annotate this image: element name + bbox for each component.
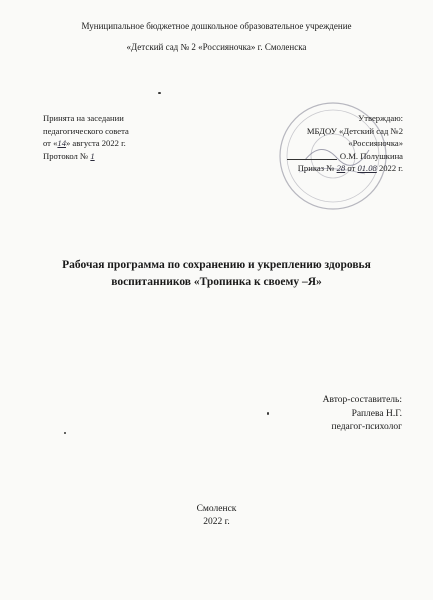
title-line1: Рабочая программа по сохранению и укреплению здоровья (62, 259, 371, 271)
approved-line1: Утверждаю: (358, 113, 403, 123)
approved-order (287, 162, 403, 175)
order-year: 2022 г. (378, 163, 403, 173)
accepted-line1: Принята на заседании (43, 113, 124, 123)
title-line2: воспитанников «Тропинка к своему –Я» (111, 276, 322, 288)
signature-line (287, 159, 337, 160)
order-number: 28 (336, 163, 346, 173)
order-label: Приказ № (297, 163, 335, 173)
author-position: педагог-психолог (331, 422, 402, 432)
protocol (43, 150, 129, 163)
footer-city: Смоленск (196, 504, 237, 514)
footer-year: 2022 г. (203, 516, 230, 527)
approved-signer: О.М. Полушкина (339, 150, 403, 161)
scan-speck (267, 412, 269, 415)
accepted-date (43, 137, 129, 150)
header (0, 16, 433, 58)
footer (0, 503, 433, 528)
approved-line2: МБДОУ «Детский сад №2 (306, 125, 403, 136)
approved-line3: «Россияночка» (348, 138, 403, 148)
date-day: 14 (57, 138, 66, 148)
accepted-block (43, 112, 129, 162)
date-suffix: » августа 2022 г. (65, 138, 126, 148)
document-title (0, 257, 433, 291)
author-block (323, 394, 402, 435)
order-from: от (347, 163, 356, 173)
date-prefix: от « (43, 138, 58, 148)
scan-speck (158, 92, 161, 94)
scan-speck (64, 432, 66, 434)
protocol-label: Протокол № (43, 150, 89, 161)
author-name: Раплева Н.Г. (351, 408, 402, 419)
kindergarten-name: «Детский сад № 2 «Россияночка» г. Смоленска (126, 42, 307, 52)
protocol-number: 1 (90, 150, 95, 161)
institution-name: Муниципальное бюджетное дошкольное образовательное учреждение (81, 21, 352, 31)
approved-block (287, 112, 403, 175)
accepted-line2: педагогического совета (43, 125, 129, 136)
order-date: 01.08 (357, 163, 377, 173)
approved-signer-line (287, 150, 403, 163)
author-label: Автор-составитель: (322, 395, 402, 405)
